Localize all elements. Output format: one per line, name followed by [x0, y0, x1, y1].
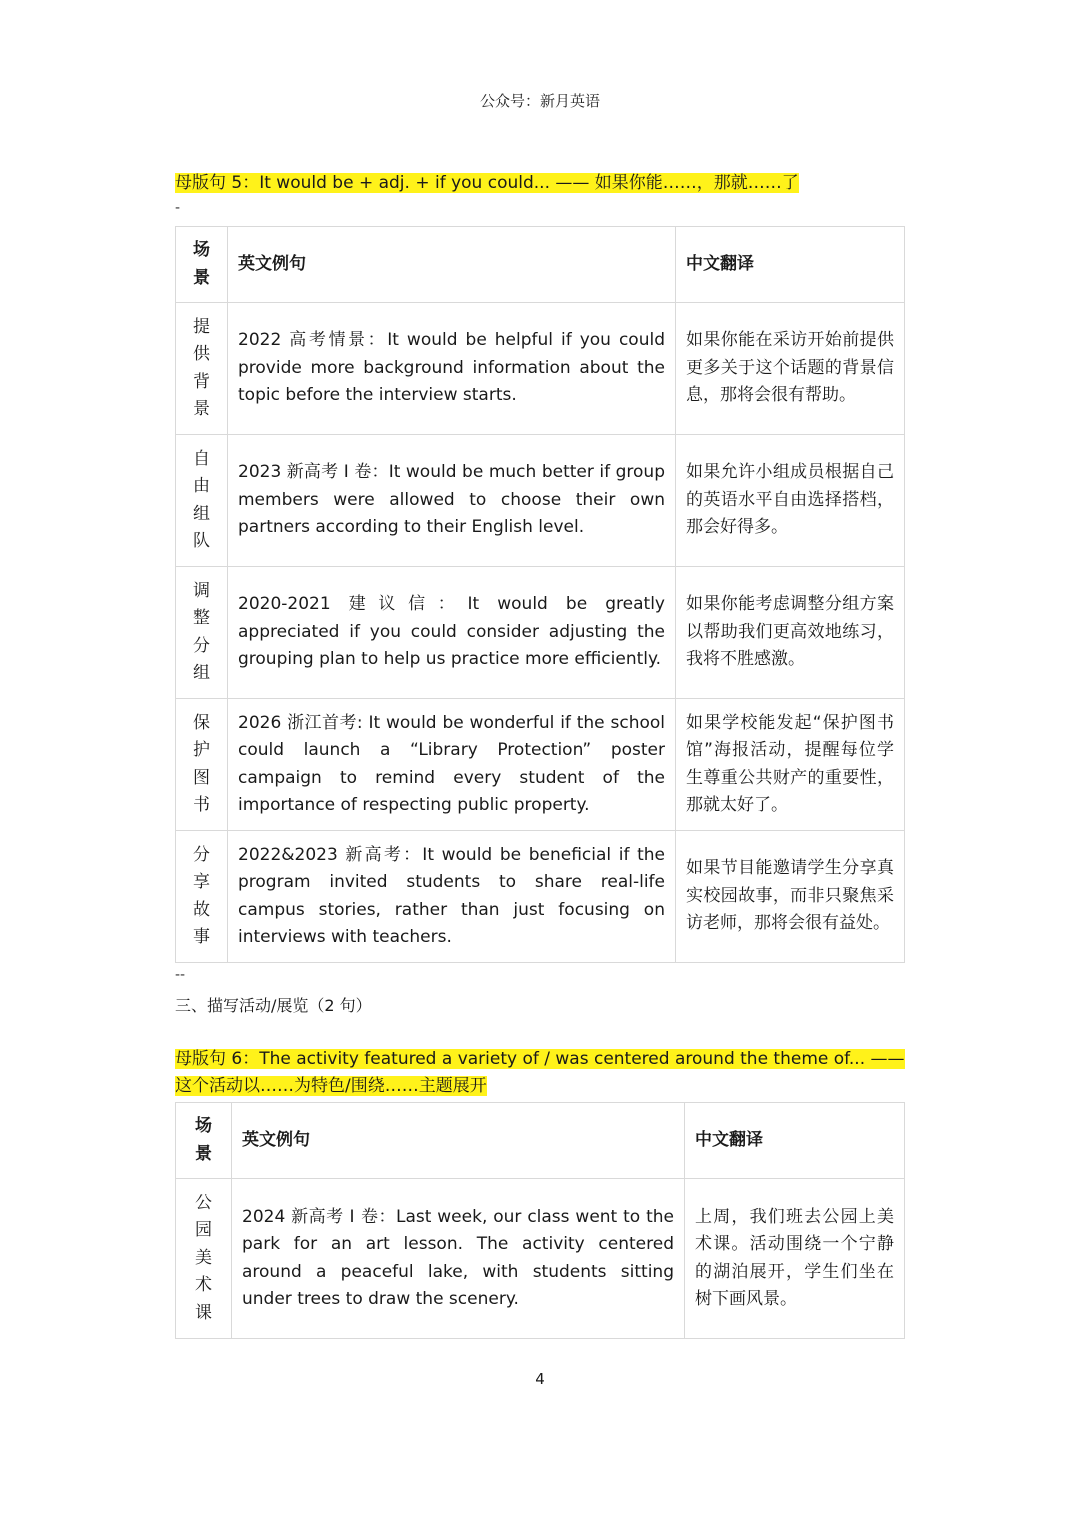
table-row: [176, 567, 905, 699]
pattern-heading-5: [175, 170, 910, 197]
header-chinese: 中文翻译: [685, 1103, 905, 1179]
header-english: 英文例句: [232, 1103, 685, 1179]
scene-cell: 自由组队: [176, 435, 228, 567]
pattern-text-6-line1: 母版句 6：The activity featured a variety of / was centered around the theme of... ——: [175, 1049, 905, 1069]
scene-cell: 调整分组: [176, 567, 228, 699]
scene-cell: 分享故事: [176, 831, 228, 963]
english-cell: 2023 新高考 Ⅰ 卷：It would be much better if group members were allowed to choose their own partners according to their English level.: [228, 435, 676, 567]
scene-cell: 公园美术课: [176, 1179, 232, 1339]
separator-dash: -: [175, 200, 181, 216]
header-chinese: 中文翻译: [676, 227, 905, 303]
separator-dash-2: --: [175, 967, 186, 983]
chinese-cell: 上周，我们班去公园上美术课。活动围绕一个宁静的湖泊展开，学生们坐在树下画风景。: [685, 1179, 905, 1339]
english-cell: 2020-2021 建议信：It would be greatly appreciated if you could consider adjusting the grouping plan to help us practice more efficiently.: [228, 567, 676, 699]
chinese-cell: 如果允许小组成员根据自己的英语水平自由选择搭档，那会好得多。: [676, 435, 905, 567]
table-header-row: [176, 227, 905, 303]
english-cell: 2026 浙江首考: It would be wonderful if the school could launch a “Library Protection” poster campaign to remind every student of the importance of respecting public property.: [228, 699, 676, 831]
page-header: 公众号：新月英语: [479, 92, 600, 110]
table-row: [176, 699, 905, 831]
header-scene: 场景: [176, 227, 228, 303]
table-row: [176, 831, 905, 963]
scene-cell: 提供背景: [176, 303, 228, 435]
scene-cell: 保护图书: [176, 699, 228, 831]
table-row: [176, 303, 905, 435]
page-number: 4: [535, 1370, 545, 1388]
english-cell: 2024 新高考 Ⅰ 卷：Last week, our class went to the park for an art lesson. The activity centered around a peaceful lake, with students sitting under trees to draw the scenery.: [232, 1179, 685, 1339]
chinese-cell: 如果你能在采访开始前提供更多关于这个话题的背景信息，那将会很有帮助。: [676, 303, 905, 435]
table-row: [176, 1179, 905, 1339]
table-header-row: [176, 1103, 905, 1179]
header-english: 英文例句: [228, 227, 676, 303]
chinese-cell: 如果节目能邀请学生分享真实校园故事，而非只聚焦采访老师，那将会很有益处。: [676, 831, 905, 963]
header-scene: 场景: [176, 1103, 232, 1179]
example-table-6: [175, 1102, 905, 1339]
chinese-cell: 如果学校能发起“保护图书馆”海报活动，提醒每位学生尊重公共财产的重要性，那就太好了。: [676, 699, 905, 831]
pattern-text-5: 母版句 5：It would be + adj. + if you could... —— 如果你能……，那就……了: [175, 173, 799, 193]
english-cell: 2022 高考情景：It would be helpful if you could provide more background information about the topic before the interview starts.: [228, 303, 676, 435]
example-table-5: [175, 226, 905, 963]
chinese-cell: 如果你能考虑调整分组方案以帮助我们更高效地练习，我将不胜感激。: [676, 567, 905, 699]
section-title: 三、描写活动/展览（2 句）: [175, 996, 372, 1015]
pattern-text-6-line2: 这个活动以……为特色/围绕……主题展开: [175, 1076, 487, 1096]
table-row: [176, 435, 905, 567]
english-cell: 2022&2023 新高考：It would be beneficial if the program invited students to share real-life campus stories, rather than just focusing on interviews with teachers.: [228, 831, 676, 963]
pattern-heading-6: [175, 1046, 910, 1100]
